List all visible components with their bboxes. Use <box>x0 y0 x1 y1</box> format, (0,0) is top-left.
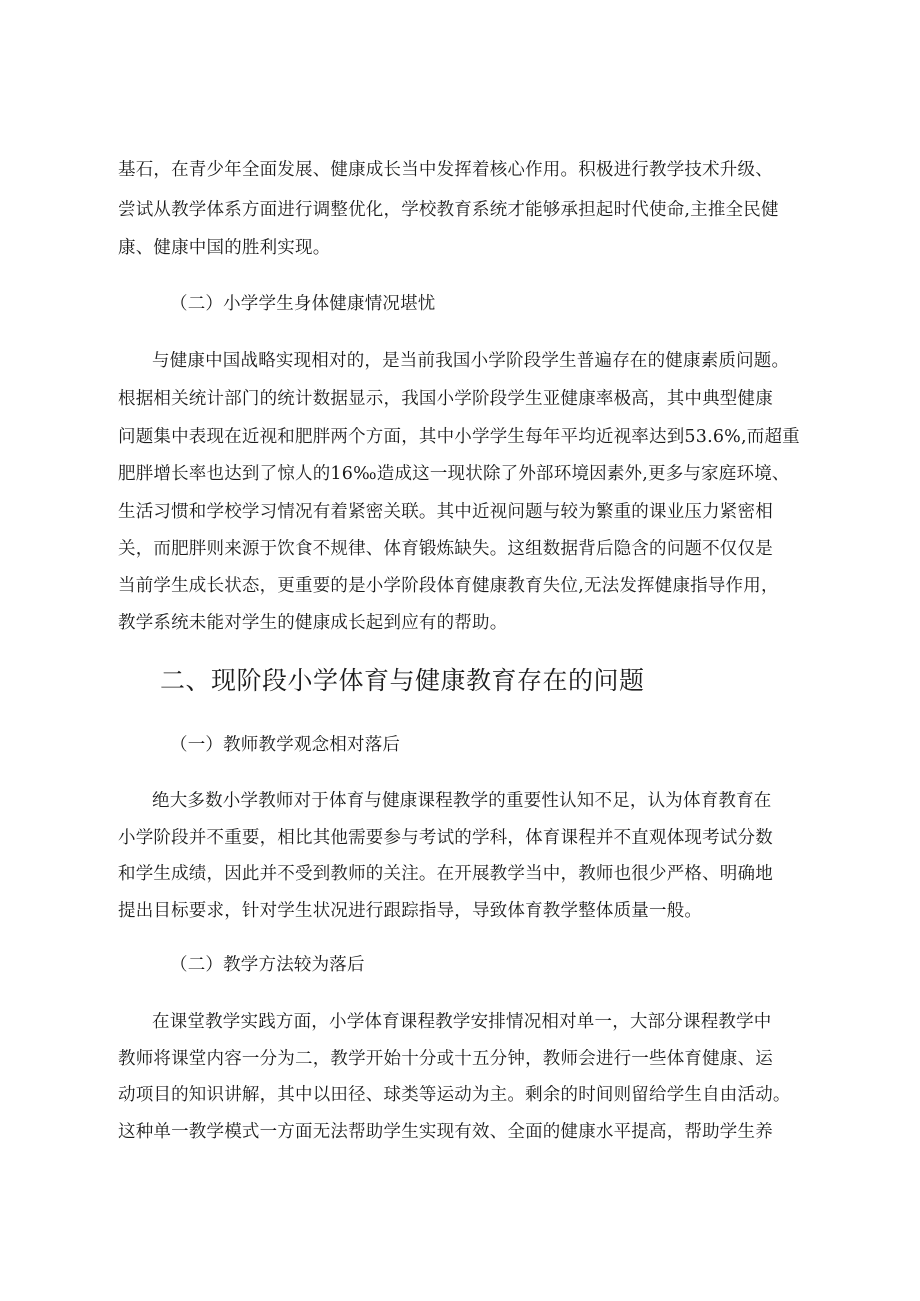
text-line: 教学系统未能对学生的健康成长起到应有的帮助。 <box>118 613 508 633</box>
text-line: 与健康中国战略实现相对的，是当前我国小学阶段学生普遍存在的健康素质问题。 <box>152 351 790 371</box>
text-line: 在课堂教学实践方面，小学体育课程教学安排情况相对单一，大部分课程教学中 <box>152 1012 772 1032</box>
subheading-teaching-method: （二）教学方法较为落后 <box>170 955 365 975</box>
subheading-health-status: （二）小学学生身体健康情况堪忧 <box>170 294 436 314</box>
text-line: 问题集中表现在近视和肥胖两个方面，其中小学学生每年平均近视率达到53.6%,而超重 <box>118 427 800 447</box>
text-line: 这种单一教学模式一方面无法帮助学生实现有效、全面的健康水平提高，帮助学生养 <box>118 1122 773 1142</box>
text-line: 根据相关统计部门的统计数据显示，我国小学阶段学生亚健康率极高，其中典型健康 <box>118 389 773 409</box>
text-line: 尝试从教学体系方面进行调整优化，学校教育系统才能够承担起时代使命,主推全民健 <box>118 200 779 220</box>
text-line: 教师将课堂内容一分为二，教学开始十分或十五分钟，教师会进行一些体育健康、运 <box>118 1049 773 1069</box>
text-line: 动项目的知识讲解，其中以田径、球类等运动为主。剩余的时间则留给学生自由活动。 <box>118 1085 791 1105</box>
text-line: 生活习惯和学校学习情况有着紧密关联。其中近视问题与较为繁重的课业压力紧密相 <box>118 502 773 522</box>
text-line: 当前学生成长状态，更重要的是小学阶段体育健康教育失位,无法发挥健康指导作用， <box>118 576 779 596</box>
section-heading-problems: 二、现阶段小学体育与健康教育存在的问题 <box>160 666 645 695</box>
text-line: 小学阶段并不重要，相比其他需要参与考试的学科，体育课程并不直观体现考试分数 <box>118 828 773 848</box>
text-line: 康、健康中国的胜利实现。 <box>118 238 331 258</box>
text-line: 绝大多数小学教师对于体育与健康课程教学的重要性认知不足，认为体育教育在 <box>152 791 772 811</box>
text-line: 提出目标要求，针对学生状况进行跟踪指导，导致体育教学整体质量一般。 <box>118 901 703 921</box>
text-line: 基石，在青少年全面发展、健康成长当中发挥着核心作用。积极进行教学技术升级、 <box>118 160 773 180</box>
text-line: 和学生成绩，因此并不受到教师的关注。在开展教学当中，教师也很少严格、明确地 <box>118 864 773 884</box>
text-line: 关，而肥胖则来源于饮食不规律、体育锻炼缺失。这组数据背后隐含的问题不仅仅是 <box>118 539 773 559</box>
text-line: 肥胖增长率也达到了惊人的16‰造成这一现状除了外部环境因素外,更多与家庭环境、 <box>118 464 790 484</box>
subheading-teacher-concept: （一）教师教学观念相对落后 <box>170 735 401 755</box>
